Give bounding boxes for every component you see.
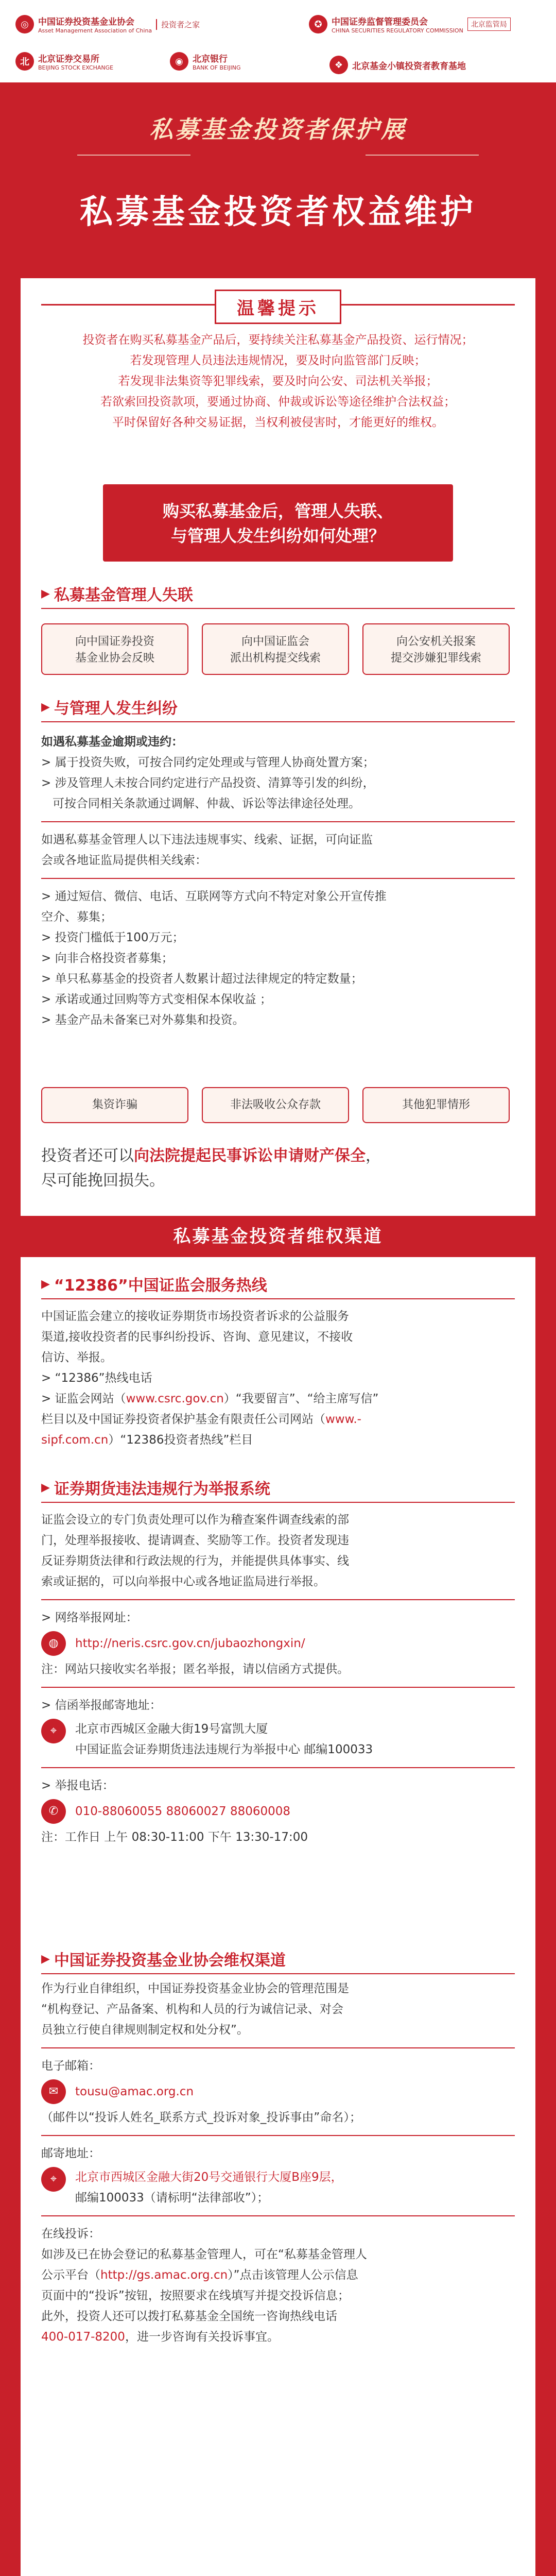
report-para: 门，处理举报接收、提请调查、奖励等工作。投资者发现违 (41, 1534, 349, 1547)
content-card (21, 278, 535, 2576)
hotline-item: 栏目以及中国证券投资者保护基金有限责任公司网站（ (41, 1413, 325, 1426)
section-hotline-title (41, 1273, 267, 1295)
bse-name: 北京证券交易所 (38, 54, 99, 64)
dispute-bullet: > 单只私募基金的投资者人数累计超过法律规定的特定数量； (41, 972, 363, 986)
report-mail-address: 北京市西城区金融大街19号富凯大厦 (75, 1722, 268, 1736)
section-amac-title (41, 1947, 286, 1970)
dispute-text (41, 732, 515, 1030)
amac-tag: 投资者之家 (156, 19, 200, 30)
edu-emblem-icon: ❖ (329, 56, 348, 74)
amac-gs-link[interactable]: http://gs.amac.org.cn (100, 2268, 228, 2282)
dispute-closing (41, 1144, 515, 1193)
report-mail-label: > 信函举报邮寄地址： (41, 1699, 162, 1712)
location-pin-icon: ⌖ (41, 2167, 66, 2192)
amac-email-label: 电子邮箱： (41, 2059, 100, 2073)
banner-divider-right (366, 155, 479, 156)
edu-name: 北京基金小镇投资者教育基地 (352, 61, 466, 72)
divider (41, 2215, 515, 2216)
amac-text (41, 1978, 515, 2347)
option-line: 向公安机关报案 (396, 635, 476, 648)
divider (41, 1502, 515, 1503)
arrow-right-icon: ▶ (41, 1481, 50, 1494)
tip-line: 若欲索回投资款项，要通过协商、仲裁或诉讼等途径维护合法权益； (100, 395, 456, 409)
report-web-link[interactable]: http://neris.csrc.gov.cn/jubaozhongxin/ (75, 1637, 305, 1650)
section-lost-title (41, 582, 193, 605)
report-mail-row (41, 1719, 515, 1760)
dispute-bullet: > 基金产品未备案已对外募集和投资。 (41, 1013, 245, 1027)
csrc-english: CHINA SECURITIES REGULATORY COMMISSION (332, 27, 463, 34)
dispute-item: 可按合同相关条款通过调解、仲裁、诉讼等法律途径处理。 (53, 797, 360, 810)
arrow-right-icon: ▶ (41, 700, 50, 714)
dispute-lead: 如遇私募基金逾期或违约： (41, 735, 183, 749)
amac-online-para: 此外，投资人还可以拨打私募基金全国统一咨询热线电话 (41, 2310, 337, 2323)
dispute-bullet: > 投资门槛低于100万元； (41, 931, 184, 944)
amac-english: Asset Management Association of China (38, 27, 152, 34)
tip-text (41, 330, 515, 433)
tip-title: 温馨提示 (215, 290, 341, 324)
amac-para: “机构登记、产品备案、机构和人员的行为诚信记录、对会 (41, 2003, 343, 2016)
csrc-tag: 北京监管局 (467, 18, 511, 31)
dispute-intro: 如遇私募基金管理人以下违法违规事实、线索、证据，可向证监 (41, 833, 373, 846)
report-para: 索或证据的，可以向举报中心或各地证监局进行举报。 (41, 1575, 325, 1588)
mail-icon: ✉ (41, 2079, 66, 2104)
amac-para: 员独立行使自律规则制定权和处分权”。 (41, 2023, 249, 2037)
bse-emblem-icon: 北 (15, 52, 34, 71)
amac-logo (15, 14, 200, 34)
report-text (41, 1510, 515, 1848)
lost-option-police[interactable] (362, 623, 510, 675)
report-hours: 注：工作日 上午 08:30-11:00 下午 13:30-17:00 (41, 1831, 308, 1844)
report-web-row (41, 1631, 515, 1656)
report-phone-row (41, 1799, 515, 1824)
hotline-item: ）“我要留言”、“给主席写信” (223, 1392, 379, 1405)
crime-option-fraud[interactable]: 集资诈骗 (41, 1087, 188, 1123)
channels-band (21, 1216, 535, 1257)
lost-options (41, 623, 510, 675)
question-line: 与管理人发生纠纷如何处理？ (170, 526, 385, 546)
logo-header (0, 0, 556, 82)
amac-online-label: 在线投诉： (41, 2227, 100, 2241)
section-dispute-label: 与管理人发生纠纷 (54, 700, 178, 718)
report-phone-label: > 举报电话： (41, 1779, 114, 1792)
report-web-note: 注：网站只接收实名举报；匿名举报，请以信函方式提供。 (41, 1663, 349, 1676)
channels-title: 私募基金投资者维权渠道 (173, 1226, 383, 1247)
csrc-name: 中国证券监督管理委员会 (332, 17, 428, 27)
amac-email-row (41, 2079, 515, 2104)
hotline-item: > 证监会网站（ (41, 1392, 126, 1405)
dispute-bullet: > 通过短信、微信、电话、互联网等方式向不特定对象公开宣传推 (41, 890, 387, 903)
hotline-item: > “12386”热线电话 (41, 1371, 152, 1385)
divider (41, 721, 515, 722)
closing-text: 投资者还可以 (41, 1147, 134, 1165)
csrc-logo (309, 14, 511, 34)
bob-emblem-icon: ◉ (170, 52, 188, 71)
divider (41, 821, 515, 822)
dispute-item: > 属于投资失败，可按合同约定处理或与管理人协商处置方案； (41, 756, 375, 769)
question-line: 购买私募基金后，管理人失联、 (162, 501, 393, 521)
arrow-right-icon: ▶ (41, 1277, 50, 1291)
report-web-label: > 网络举报网址： (41, 1611, 138, 1624)
amac-para: 作为行业自律组织，中国证券投资基金业协会的管理范围是 (41, 1982, 349, 1995)
section-hotline-label: “12386”中国证监会服务热线 (54, 1277, 267, 1295)
option-line: 基金业协会反映 (75, 652, 154, 665)
amac-online-para: ）”点击该管理人公示信息 (228, 2268, 358, 2282)
question-box (103, 484, 453, 562)
dispute-bullet: 空介、募集； (41, 910, 112, 924)
crime-option-other[interactable]: 其他犯罪情形 (362, 1087, 510, 1123)
section-report-title (41, 1476, 270, 1499)
tip-line: 投资者在购买私募基金产品后，要持续关注私募基金产品投资、运行情况； (82, 333, 474, 347)
globe-icon: ◍ (41, 1631, 66, 1656)
option-line: 向中国证监会 (241, 635, 309, 648)
bse-logo (15, 52, 113, 71)
crime-option-deposits[interactable]: 非法吸收公众存款 (202, 1087, 349, 1123)
amac-emblem-icon: ◎ (15, 15, 34, 33)
hotline-para: 信访、举报。 (41, 1351, 112, 1364)
dispute-bullet: > 向非合格投资者募集； (41, 952, 173, 965)
closing-text: ， (366, 1147, 381, 1165)
banner (0, 82, 556, 283)
amac-email-note: （邮件以“投诉人姓名_联系方式_投诉对象_投诉事由”命名）； (41, 2111, 361, 2124)
csrc-website-link[interactable]: www.csrc.gov.cn (126, 1392, 224, 1405)
sipf-website-link[interactable]: www.- (325, 1413, 361, 1426)
report-mail-address: 中国证监会证券期货违法违规行为举报中心 邮编100033 (75, 1743, 373, 1756)
amac-online-para: 如涉及已在协会登记的私募基金管理人，可在“私募基金管理人 (41, 2248, 367, 2261)
lost-option-amac[interactable] (41, 623, 188, 675)
bob-name: 北京银行 (193, 54, 228, 64)
section-dispute-title (41, 696, 178, 718)
arrow-right-icon: ▶ (41, 587, 50, 600)
section-report-label: 证券期货违法违规行为举报系统 (54, 1480, 270, 1498)
tip-heading (21, 290, 535, 324)
amac-post-address: 邮编100033（请标明“法律部收”）； (75, 2191, 269, 2205)
closing-text: 尽可能挽回损失。 (41, 1172, 165, 1190)
tip-line: 平时保留好各种交易证据，当权利被侵害时，才能更好的维权。 (112, 416, 444, 429)
location-pin-icon: ⌖ (41, 1719, 66, 1743)
divider (41, 1687, 515, 1688)
amac-post-address: 北京市西城区金融大街20号交通银行大厦B座9层， (75, 2171, 343, 2184)
csrc-emblem-icon: ✪ (309, 15, 327, 33)
edu-logo (329, 56, 466, 74)
sipf-website-link[interactable]: sipf.com.cn (41, 1433, 109, 1447)
phone-icon: ✆ (41, 1799, 66, 1824)
divider (41, 2047, 515, 2048)
report-para: 反证券期货法律和行政法规的行为，并能提供具体事实、线 (41, 1554, 349, 1568)
amac-email-link[interactable]: tousu@amac.org.cn (75, 2085, 194, 2098)
amac-name: 中国证券投资基金业协会 (38, 17, 134, 27)
banner-divider-left (77, 155, 190, 156)
hotline-para: 中国证监会建立的接收证券期货市场投资者诉求的公益服务 (41, 1310, 349, 1323)
hotline-item: ）“12386投资者热线”栏目 (108, 1433, 253, 1447)
option-line: 提交涉嫌犯罪线索 (390, 652, 481, 665)
section-lost-label: 私募基金管理人失联 (54, 586, 193, 604)
divider (41, 1767, 515, 1768)
divider (41, 2135, 515, 2136)
hotline-para: 渠道,接收投资者的民事纠纷投诉、咨询、意见建议，不接收 (41, 1330, 353, 1344)
banner-title: 私募基金投资者权益维护 (80, 193, 476, 231)
closing-highlight: 向法院提起民事诉讼申请财产保全 (134, 1147, 366, 1165)
hotline-text (41, 1306, 515, 1450)
amac-online-para: ，进一步咨询有关投诉事宜。 (125, 2330, 279, 2344)
bob-english: BANK OF BEIJING (193, 64, 241, 71)
bse-english: BEIJING STOCK EXCHANGE (38, 64, 114, 71)
tip-line: 若发现管理人员违法违规情况，要及时向监管部门反映； (130, 354, 426, 367)
bob-logo (170, 52, 240, 71)
amac-online-para: 页面中的“投诉”按钮，按照要求在线填写并提交投诉信息； (41, 2289, 350, 2302)
lost-option-csrc[interactable] (202, 623, 349, 675)
amac-post-row (41, 2167, 515, 2208)
dispute-intro: 会或各地证监局提供相关线索： (41, 854, 207, 867)
divider (41, 1298, 515, 1299)
divider (41, 878, 515, 879)
dispute-bullet: > 承诺或通过回购等方式变相保本保收益 ； (41, 993, 272, 1006)
tip-line: 若发现非法集资等犯罪线索，要及时向公安、司法机关举报； (118, 375, 438, 388)
divider (41, 1973, 515, 1974)
dispute-item: > 涉及管理人未按合同约定进行产品投资、清算等引发的纠纷， (41, 776, 375, 790)
divider (41, 1599, 515, 1600)
amac-hotline-number[interactable]: 400-017-8200 (41, 2330, 125, 2344)
option-line: 派出机构提交线索 (230, 652, 321, 665)
arrow-right-icon: ▶ (41, 1952, 50, 1965)
banner-subtitle: 私募基金投资者保护展 (149, 115, 407, 143)
option-line: 向中国证券投资 (75, 635, 154, 648)
amac-post-label: 邮寄地址： (41, 2147, 100, 2160)
amac-online-para: 公示平台（ (41, 2268, 100, 2282)
section-amac-label: 中国证券投资基金业协会维权渠道 (54, 1952, 286, 1970)
report-para: 证监会设立的专门负责处理可以作为稽查案件调查线索的部 (41, 1513, 349, 1527)
report-phone-numbers[interactable]: 010-88060055 88060027 88060008 (75, 1805, 291, 1818)
crime-options (41, 1087, 510, 1123)
divider (41, 608, 515, 609)
